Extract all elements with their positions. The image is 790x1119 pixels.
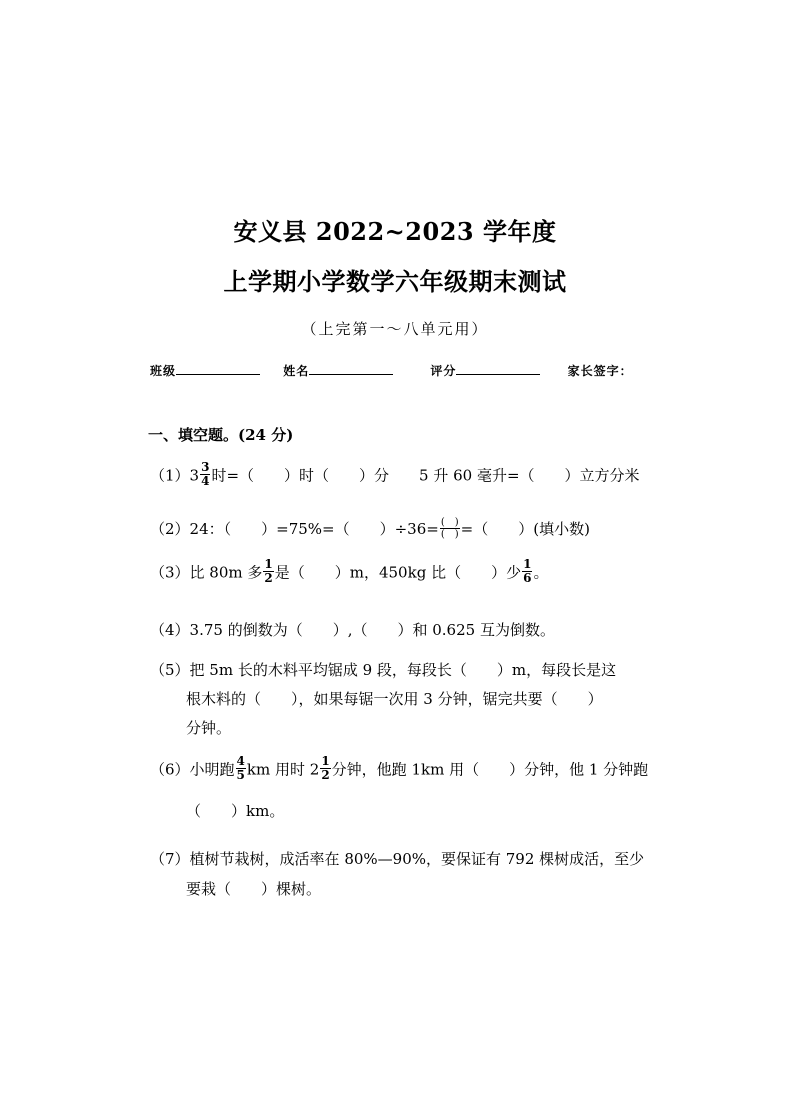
- q2-frac-den: ( ): [440, 528, 459, 540]
- q1-frac-den: 4: [201, 474, 210, 488]
- page-subtitle: （上完第一～八单元用）: [301, 320, 489, 338]
- q3-fraction-2: [522, 558, 532, 585]
- q2-fraction: [440, 517, 460, 540]
- q2-frac-num: ( ): [440, 516, 459, 528]
- q6-text-a: （6）小明跑: [150, 760, 235, 779]
- question-4: （4）3.75 的倒数为（ ）,（ ）和 0.625 互为倒数。: [150, 621, 555, 639]
- q1-fraction: [200, 461, 210, 488]
- q6-frac2-num: 1: [321, 754, 330, 768]
- q3-text-b: 是（ ）m，450kg 比（ ）少: [274, 563, 522, 582]
- question-5-line-1: （5）把 5m 长的木料平均锯成 9 段，每段长（ ）m，每段长是这: [150, 661, 617, 679]
- question-3: [150, 557, 549, 587]
- class-label: 班级: [150, 364, 177, 378]
- q3-text-a: （3）比 80m 多: [150, 563, 263, 582]
- q1-frac-num: 3: [201, 460, 210, 474]
- q6-fraction-2: [320, 755, 330, 782]
- score-blank[interactable]: [456, 362, 540, 375]
- q3-frac2-num: 1: [523, 557, 532, 571]
- question-2: [150, 518, 590, 542]
- q3-frac1-den: 2: [264, 571, 273, 585]
- q3-frac2-den: 6: [523, 571, 532, 585]
- question-6-line-2: （ ）km。: [186, 802, 285, 820]
- name-blank[interactable]: [309, 362, 393, 375]
- section-heading: 一、填空题。(24 分): [148, 426, 294, 444]
- question-6: [150, 754, 649, 784]
- q6-fraction-1: [236, 755, 246, 782]
- class-blank[interactable]: [176, 362, 260, 375]
- q6-text-c: 分钟，他跑 1km 用（ ）分钟，他 1 分钟跑: [331, 760, 649, 779]
- question-5-line-3: 分钟。: [186, 719, 232, 737]
- q1-text-a: （1）3: [150, 466, 200, 485]
- question-1: [150, 460, 640, 490]
- q3-frac1-num: 1: [264, 557, 273, 571]
- score-label: 评分: [430, 364, 457, 378]
- question-5-line-2: 根木料的（ ），如果每锯一次用 3 分钟，锯完共要（ ）: [186, 690, 603, 708]
- q2-text-b: =（ ）(填小数): [460, 520, 590, 538]
- name-label: 姓名: [283, 364, 310, 378]
- q3-text-c: 。: [533, 563, 549, 582]
- q1-text-b: 时=（ ）时（ ）分 5 升 60 毫升=（ ）立方分米: [211, 466, 640, 485]
- page-title-line2: 上学期小学数学六年级期末测试: [223, 267, 567, 296]
- parent-signature-label: 家长签字：: [567, 364, 633, 378]
- q6-text-b: km 用时 2: [246, 760, 320, 779]
- page-title-line1: 安义县 2022~2023 学年度: [233, 217, 557, 246]
- q6-frac1-den: 5: [236, 768, 245, 782]
- q6-frac2-den: 2: [321, 768, 330, 782]
- q6-frac1-num: 4: [236, 754, 245, 768]
- q3-fraction-1: [263, 558, 273, 585]
- info-row: [150, 362, 633, 379]
- q2-text-a: （2）24：（ ）=75%=（ ）÷36=: [150, 520, 439, 538]
- question-7-line-2: 要栽（ ）棵树。: [186, 880, 322, 898]
- question-7-line-1: （7）植树节栽树，成活率在 80%—90%，要保证有 792 棵树成活，至少: [150, 850, 645, 868]
